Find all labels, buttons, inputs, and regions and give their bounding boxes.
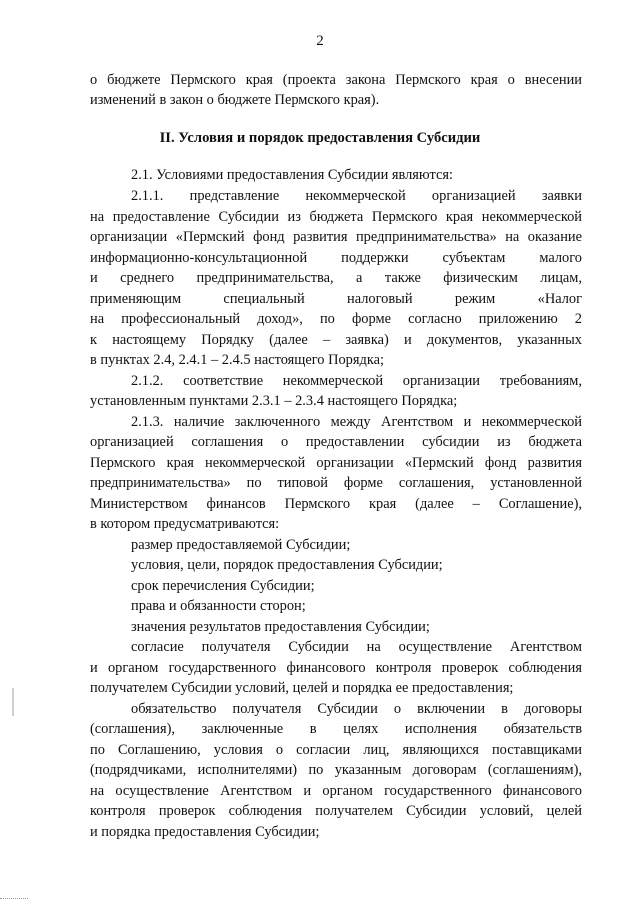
intro-line: о бюджете Пермского края (проекта закона Пермского края о внесении bbox=[90, 72, 582, 88]
paragraph-line: в котором предусматриваются: bbox=[90, 516, 280, 532]
list-item: срок перечисления Субсидии; bbox=[131, 578, 315, 594]
paragraph-line: 2.1. Условиями предоставления Субсидии являются: bbox=[131, 167, 453, 183]
paragraph-line: (соглашения), заключенные в целях исполнения обязательств bbox=[90, 721, 582, 737]
list-item: права и обязанности сторон; bbox=[131, 598, 306, 614]
paragraph-line: 2.1.1. представление некоммерческой организацией заявки bbox=[131, 188, 582, 204]
paragraph-line: и порядка предоставления Субсидии; bbox=[90, 824, 320, 840]
paragraph-line: согласие получателя Субсидии на осуществление Агентством bbox=[131, 639, 582, 655]
scan-margin-mark bbox=[12, 688, 14, 716]
paragraph-line: установленным пунктами 2.3.1 – 2.3.4 настоящего Порядка; bbox=[90, 393, 458, 409]
paragraph-line: информационно-консультационной поддержки субъектам малого bbox=[90, 250, 582, 266]
list-item: значения результатов предоставления Субсидии; bbox=[131, 619, 430, 635]
paragraph-line: к настоящему Порядку (далее – заявка) и документов, указанных bbox=[90, 332, 582, 348]
paragraph-line: организацией соглашения о предоставлении субсидии из бюджета bbox=[90, 434, 582, 450]
paragraph-line: на осуществление Агентством и органом государственного финансового bbox=[90, 783, 582, 799]
paragraph-line: контроля проверок соблюдения получателем Субсидии условий, целей bbox=[90, 803, 582, 819]
section-title: II. Условия и порядок предоставления Субсидии bbox=[159, 130, 481, 146]
paragraph-line: (подрядчиками, исполнителями) по указанным договорам (соглашениям), bbox=[90, 762, 582, 778]
list-item: условия, цели, порядок предоставления Субсидии; bbox=[131, 557, 443, 573]
paragraph-line: 2.1.2. соответствие некоммерческой организации требованиям, bbox=[131, 373, 582, 389]
scan-bottom-specks bbox=[0, 898, 28, 901]
list-item: размер предоставляемой Субсидии; bbox=[131, 537, 351, 553]
page-number: 2 bbox=[316, 33, 324, 49]
paragraph-line: на профессиональный доход», по форме согласно приложению 2 bbox=[90, 311, 582, 327]
paragraph-line: в пунктах 2.4, 2.4.1 – 2.4.5 настоящего Порядка; bbox=[90, 352, 384, 368]
paragraph-line: обязательство получателя Субсидии о включении в договоры bbox=[131, 701, 582, 717]
intro-line: изменений в закон о бюджете Пермского края). bbox=[90, 92, 380, 108]
paragraph-line: 2.1.3. наличие заключенного между Агентством и некоммерческой bbox=[131, 414, 582, 430]
paragraph-line: и органом государственного финансового контроля проверок соблюдения bbox=[90, 660, 582, 676]
paragraph-line: применяющим специальный налоговый режим «Налог bbox=[90, 291, 582, 307]
paragraph-line: получателем Субсидии условий, целей и порядка ее предоставления; bbox=[90, 680, 514, 696]
paragraph-line: организации «Пермский фонд развития предпринимательства» на оказание bbox=[90, 229, 582, 245]
paragraph-line: и среднего предпринимательства, а также физическим лицам, bbox=[90, 270, 582, 286]
paragraph-line: предпринимательства» по типовой форме соглашения, установленной bbox=[90, 475, 582, 491]
paragraph-line: по Соглашению, условия о согласии лиц, являющихся поставщиками bbox=[90, 742, 582, 758]
paragraph-line: Пермского края некоммерческой организации «Пермский фонд развития bbox=[90, 455, 582, 471]
paragraph-line: Министерством финансов Пермского края (далее – Соглашение), bbox=[90, 496, 582, 512]
paragraph-line: на предоставление Субсидии из бюджета Пермского края некоммерческой bbox=[90, 209, 582, 225]
